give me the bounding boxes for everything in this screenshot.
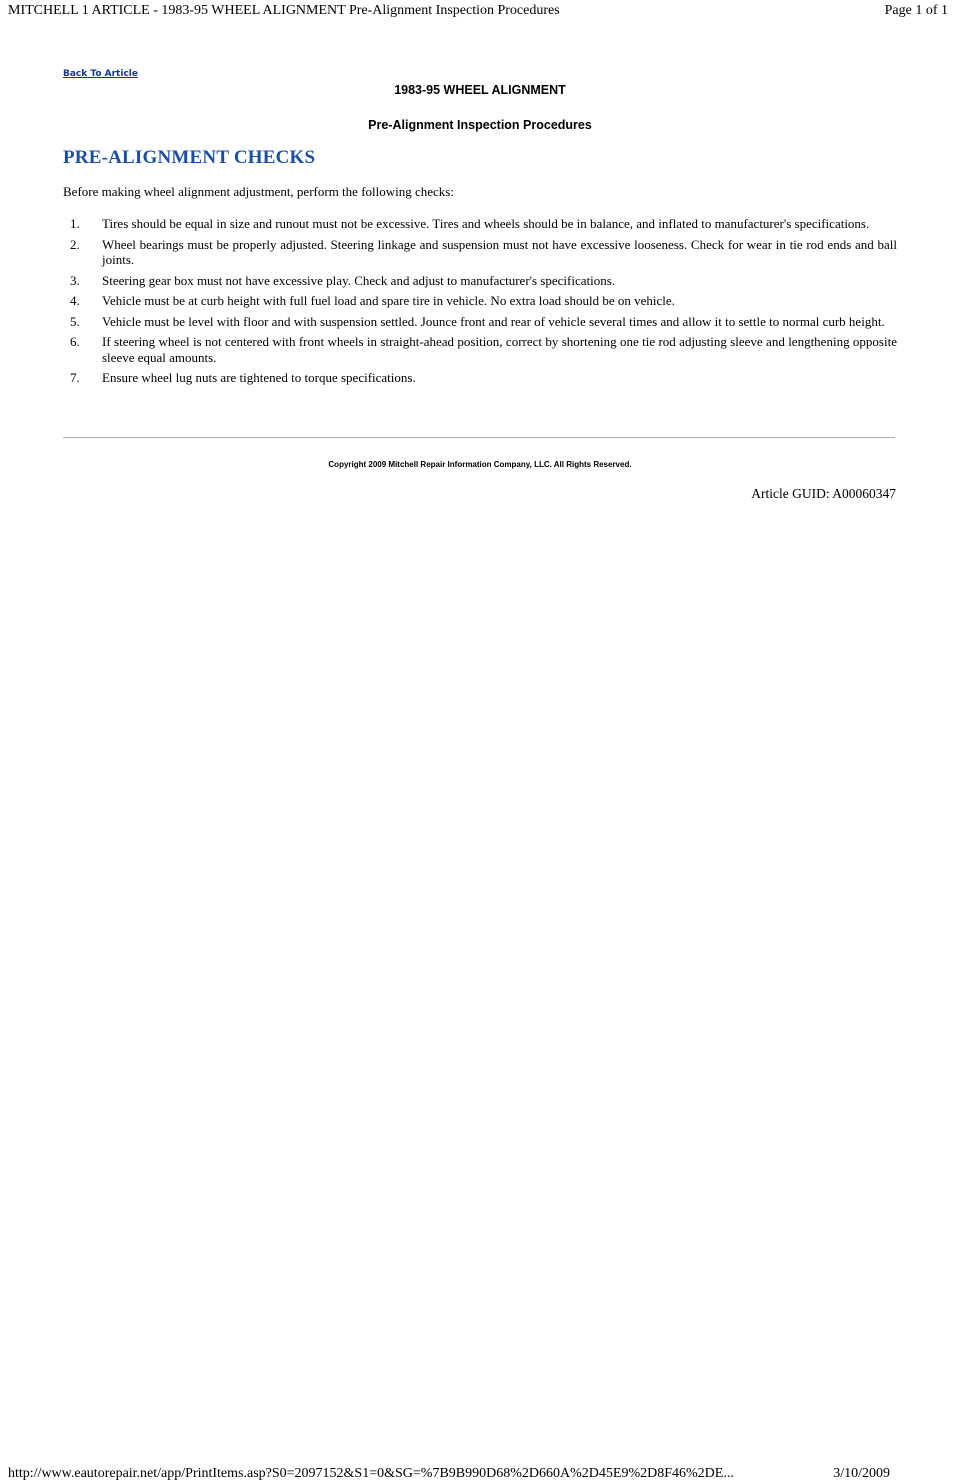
list-item-text: Ensure wheel lug nuts are tightened to torque specifications. <box>102 370 416 385</box>
section-heading: PRE-ALIGNMENT CHECKS <box>63 147 316 168</box>
list-item-number: 3. <box>70 272 80 288</box>
list-item-number: 4. <box>70 293 80 308</box>
document-title: 1983-95 WHEEL ALIGNMENT <box>394 83 566 97</box>
checks-list <box>63 216 897 391</box>
print-header <box>0 0 960 24</box>
list-item-number: 7. <box>70 370 80 385</box>
intro-paragraph: Before making wheel alignment adjustment, perform the following checks: <box>63 184 454 199</box>
list-item <box>63 273 897 289</box>
list-item-number: 1. <box>70 216 80 231</box>
list-item <box>63 237 897 268</box>
list-item-text: Wheel bearings must be properly adjusted. Steering linkage and suspension must not have excessive looseness. Check for wear in tie rod ends and ball joints. <box>102 236 897 267</box>
list-item-number: 6. <box>70 334 80 349</box>
divider <box>63 437 895 438</box>
document-subtitle: Pre-Alignment Inspection Procedures <box>368 118 592 132</box>
list-item-text: If steering wheel is not centered with front wheels in straight-ahead position, correct by shortening one tie rod adjusting sleeve and lengthening opposite sleeve equal amounts. <box>102 334 897 365</box>
print-page-number: Page 1 of 1 <box>884 3 948 18</box>
print-footer <box>0 1464 960 1484</box>
print-footer-url: http://www.eautorepair.net/app/PrintItems.asp?S0=2097152&S1=0&SG=%7B9B990D68%2D660A%2D45E9%2D8F46%2DE... <box>8 1466 734 1481</box>
list-item <box>63 334 897 365</box>
list-item-text: Steering gear box must not have excessive play. Check and adjust to manufacturer's specifications. <box>102 272 616 288</box>
list-item-text: Tires should be equal in size and runout must not be excessive. Tires and wheels should be in balance, and inflated to manufacturer's specifications. <box>102 216 870 231</box>
list-item-text: Vehicle must be at curb height with full fuel load and spare tire in vehicle. No extra load should be on vehicle. <box>102 293 675 308</box>
print-header-title: MITCHELL 1 ARTICLE - 1983-95 WHEEL ALIGNMENT Pre-Alignment Inspection Procedures <box>8 3 560 18</box>
copyright-notice: Copyright 2009 Mitchell Repair Information Company, LLC. All Rights Reserved. <box>328 460 632 469</box>
list-item <box>63 216 897 232</box>
print-footer-date: 3/10/2009 <box>833 1466 890 1481</box>
article-guid: Article GUID: A00060347 <box>751 486 896 501</box>
list-item <box>63 370 897 386</box>
list-item <box>63 314 897 330</box>
list-item-number: 2. <box>70 236 80 252</box>
list-item-number: 5. <box>70 313 80 329</box>
back-to-article-link[interactable]: Back To Article <box>63 69 138 79</box>
list-item <box>63 293 897 309</box>
list-item-text: Vehicle must be level with floor and with suspension settled. Jounce front and rear of vehicle several times and allow it to settle to normal curb height. <box>102 313 885 329</box>
